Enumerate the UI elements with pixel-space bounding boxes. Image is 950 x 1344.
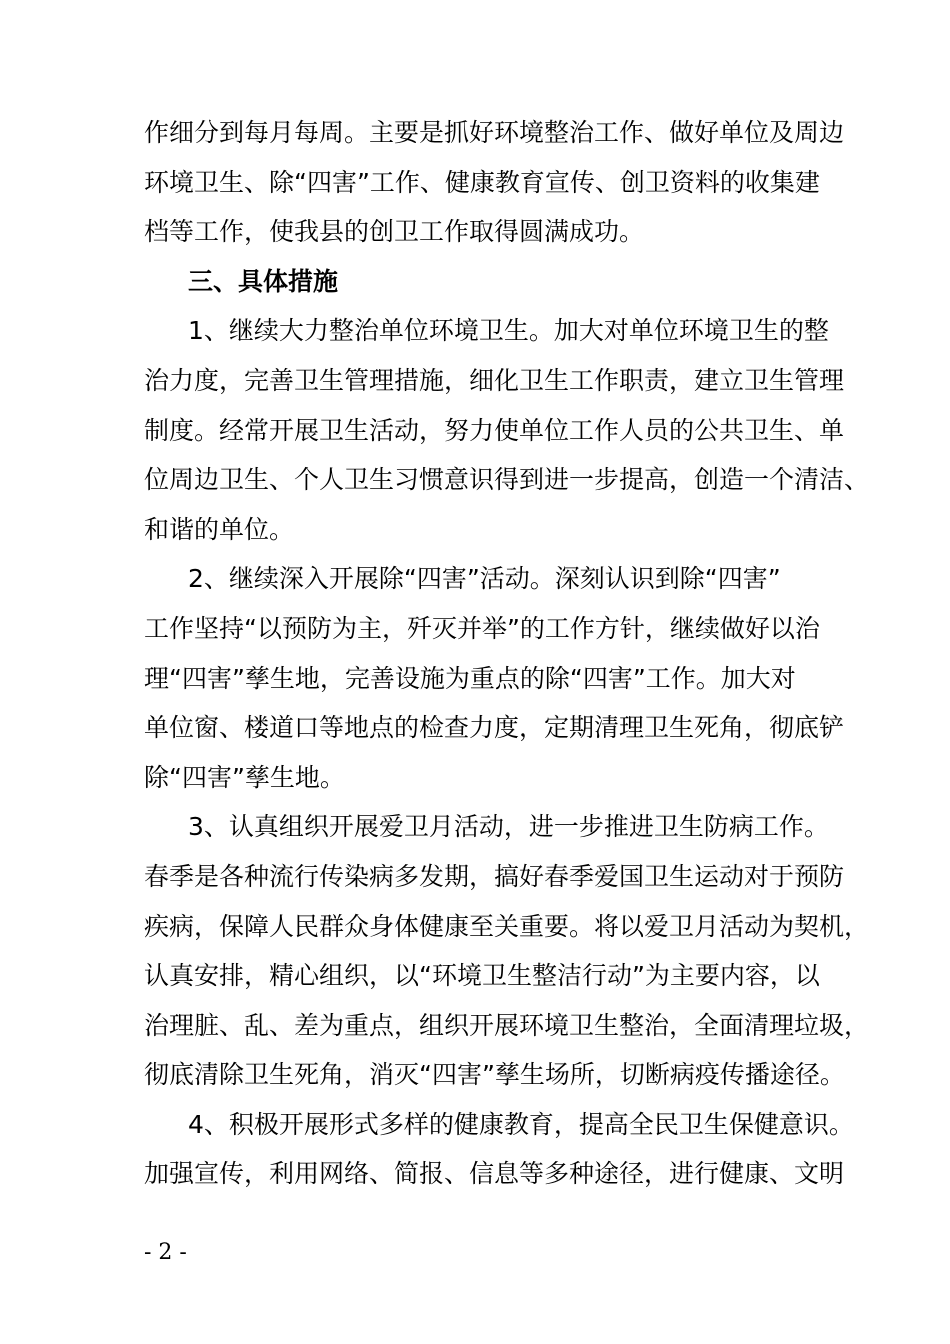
text-line: 位周边卫生、个人卫生习惯意识得到进一步提高，创造一个清洁、 (144, 465, 870, 495)
text-line: 和谐的单位。 (144, 514, 295, 544)
text-line: 3、认真组织开展爱卫月活动，进一步推进卫生防病工作。 (188, 812, 829, 842)
text-line: 疾病，保障人民群众身体健康至关重要。将以爱卫月活动为契机， (144, 911, 870, 941)
text-line: 春季是各种流行传染病多发期，搞好春季爱国卫生运动对于预防 (144, 861, 845, 891)
text-line: 档等工作，使我县的创卫工作取得圆满成功。 (144, 217, 645, 247)
section-heading: 三、具体措施 (188, 266, 339, 296)
text-line: 加强宣传，利用网络、简报、信息等多种途径，进行健康、文明 (144, 1159, 845, 1189)
body-text (144, 108, 870, 1199)
text-line: 2、继续深入开展除“四害”活动。深刻认识到除“四害” (188, 564, 781, 594)
text-line: 单位窗、楼道口等地点的检查力度，定期清理卫生死角，彻底铲 (144, 713, 845, 743)
text-line: 制度。经常开展卫生活动，努力使单位工作人员的公共卫生、单 (144, 415, 845, 445)
text-line: 理“四害”孳生地，完善设施为重点的除“四害”工作。加大对 (144, 663, 796, 693)
text-line: 工作坚持“以预防为主，歼灭并举”的工作方针，继续做好以治 (144, 613, 820, 643)
text-line: 治理脏、乱、差为重点，组织开展环境卫生整治，全面清理垃圾， (144, 1010, 870, 1040)
text-line: 环境卫生、除“四害”工作、健康教育宣传、创卫资料的收集建 (144, 167, 820, 197)
text-line: 4、积极开展形式多样的健康教育，提高全民卫生保健意识。 (188, 1109, 854, 1139)
text-line: 1、继续大力整治单位环境卫生。加大对单位环境卫生的整 (188, 316, 829, 346)
text-line: 除“四害”孳生地。 (144, 762, 345, 792)
text-line: 作细分到每月每周。主要是抓好环境整治工作、做好单位及周边 (144, 118, 845, 147)
text-line: 彻底清除卫生死角，消灭“四害”孳生场所，切断病疫传播途径。 (144, 1060, 845, 1090)
page-number: - 2 - (144, 1240, 187, 1265)
text-line: 认真安排，精心组织，以“环境卫生整洁行动”为主要内容，以 (144, 961, 820, 991)
text-line: 治力度，完善卫生管理措施，细化卫生工作职责，建立卫生管理 (144, 365, 845, 395)
